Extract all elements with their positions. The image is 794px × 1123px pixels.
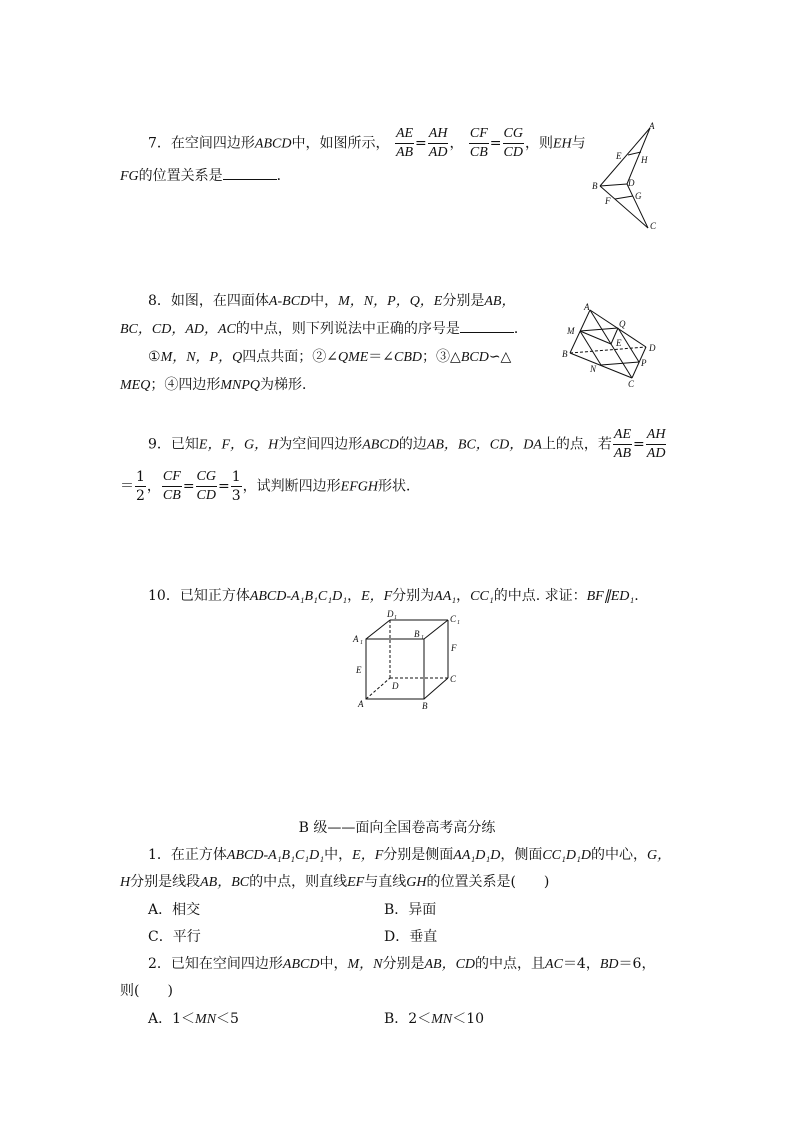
b1-option-b[interactable]: B．异面 [384,902,437,918]
svg-text:C: C [628,379,635,389]
q8-line4: MEQ；④四边形MNPQ为梯形． [120,377,316,393]
svg-text:C: C [650,221,657,231]
svg-text:A: A [584,302,590,312]
q9-line1: 9．已知E，F，G，H为空间四边形ABCD的边AB，BC，CD，DA上的点，若 $\frac{AE}{AB}$ = $\frac{AH}{AD}$ [148,427,666,461]
svg-text:C: C [450,674,457,684]
svg-text:1: 1 [457,620,460,626]
b1-option-a[interactable]: A．相交 [148,902,201,918]
q9-line2: ＝ $\frac{1}{2}$ ， $\frac{CF}{CB}$ = $\frac{CG}{CD}$ = $\frac{1}{3}$ ，试判断四边形EFGH形状． [120,469,420,504]
svg-text:Q: Q [619,319,626,329]
b2-line2: 则( ) [120,983,173,999]
b1-line1: 1．在正方体ABCD-A₁B₁C₁D₁中，E，F分别是侧面AA₁D₁D，侧面CC₁D₁D的中心，G， [148,847,672,863]
svg-text:D: D [649,343,656,353]
b1-option-d[interactable]: D．垂直 [384,929,438,945]
svg-text:B: B [414,629,420,639]
answer-blank [460,320,514,333]
svg-text:C: C [450,614,457,624]
svg-text:A: A [649,121,655,131]
q8-figure [560,300,670,392]
q8-line1: 8．如图，在四面体A-BCD中，M，N，P，Q，E分别是AB， [148,293,516,309]
q8-line3: ①M，N，P，Q四点共面；②∠QME＝∠CBD；③△BCD∽△ [148,349,512,365]
svg-text:G: G [635,191,642,201]
svg-text:B: B [422,701,428,711]
q8-line2: BC，CD，AD，AC的中点，则下列说法中正确的序号是 ． [120,321,528,337]
q7-figure [586,118,676,236]
svg-text:H: H [641,155,648,165]
b2-option-b[interactable]: B．2＜MN＜10 [384,1011,485,1027]
q7-line1: 7．在空间四边形ABCD中，如图所示， $\frac{AE}{AB}$ = $\frac{AH}{AD}$ ， $\frac{CF}{CB}$ = $\frac{CG}{CD}$ ，则EH与 [148,126,586,160]
svg-text:N: N [590,364,597,374]
svg-text:B: B [562,349,568,359]
svg-text:E: E [616,338,622,348]
answer-blank [223,167,277,180]
svg-text:M: M [567,326,575,336]
b2-line1: 2．已知在空间四边形ABCD中，M，N分别是AB，CD的中点，且AC＝4，BD＝6， [148,956,656,972]
svg-text:D: D [387,610,394,619]
svg-text:1: 1 [360,640,363,646]
svg-text:B: B [592,181,598,191]
svg-text:1: 1 [394,615,397,621]
section-b-title: B 级——面向全国卷高考高分练 [298,820,496,836]
b1-option-c[interactable]: C．平行 [148,929,201,945]
svg-text:F: F [605,196,611,206]
svg-text:1: 1 [421,635,424,641]
q10-cube-figure [350,610,466,716]
svg-text:E: E [356,665,362,675]
svg-text:F: F [451,643,457,653]
b1-line2: H分别是线段AB，BC的中点，则直线EF与直线GH的位置关系是( ) [120,874,550,890]
q10-line1: 10．已知正方体ABCD-A₁B₁C₁D₁，E，F分别为AA₁，CC₁的中点. 求证：BF∥ED₁. [148,588,639,604]
svg-text:P: P [641,358,647,368]
svg-text:D: D [628,178,635,188]
svg-text:A: A [358,699,364,709]
svg-text:D: D [392,681,399,691]
q7-line2: FG的位置关系是 ． [120,168,291,184]
svg-text:E: E [616,151,622,161]
b2-option-a[interactable]: A．1＜MN＜5 [148,1011,239,1027]
svg-text:A: A [353,634,359,644]
